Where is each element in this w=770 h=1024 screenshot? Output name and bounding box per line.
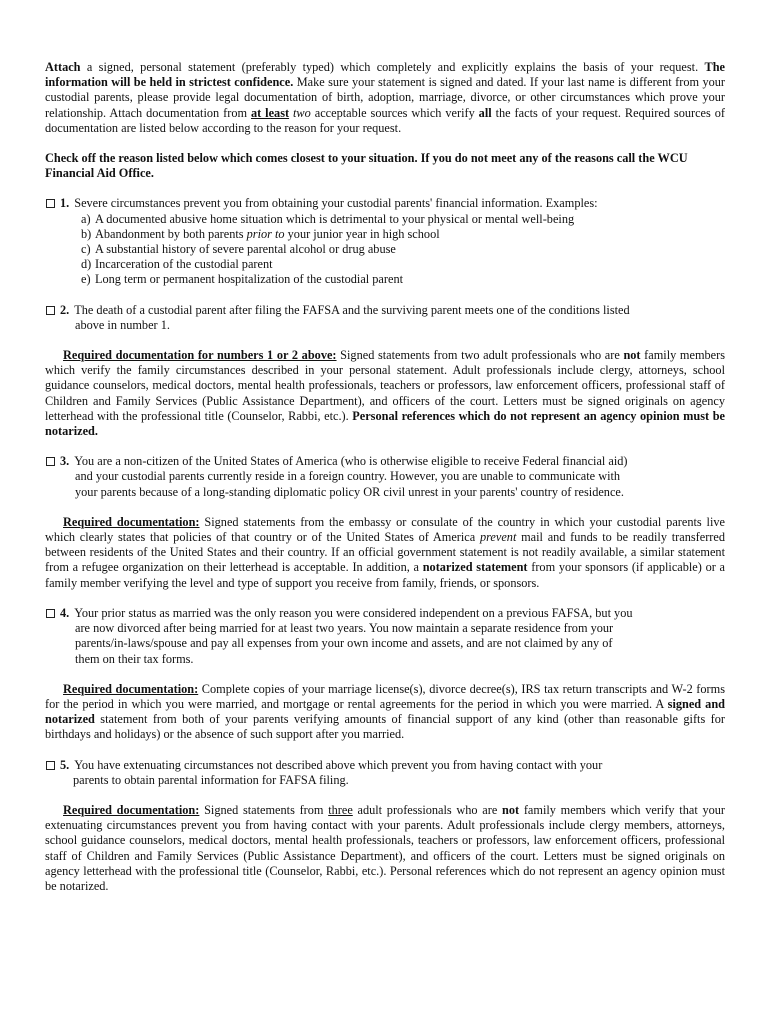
reason-3-checkbox[interactable] xyxy=(46,457,55,466)
reason-2-line-2: above in number 1. xyxy=(75,317,170,332)
required-docs-label: Required documentation for numbers 1 or 2 above: xyxy=(63,348,337,363)
required-docs-text: statement from both of your parents verifying amounts of financial support of any kind (other than reasonable gifts for birthdays and holidays) or the absence of such support after you married. xyxy=(45,712,725,742)
example-e xyxy=(45,272,725,287)
reason-3 xyxy=(45,454,725,500)
intro-text-4: the facts of your request. Required sources of documentation are listed below according to the reason for your request. xyxy=(45,105,725,135)
reason-4 xyxy=(45,606,725,667)
confidence-text: The information will be held in strictest confidence. xyxy=(45,60,726,90)
required-docs-3 xyxy=(45,515,725,591)
not-text: not xyxy=(623,348,641,363)
reason-5-line-2: parents to obtain parental information for FAFSA filing. xyxy=(73,772,349,787)
required-docs-text: Signed statements from the embassy or consulate of the country in which your custodial parents live which clearly states that policies of that country or of the United States of America xyxy=(45,514,725,545)
reason-3-line-3: your parents because of a long-standing diplomatic policy OR civil unrest in your parents' country of residence. xyxy=(75,484,624,499)
at-least-text: at least xyxy=(250,105,290,120)
reason-3-number: 3. xyxy=(60,454,70,469)
reason-3-line-1: You are a non-citizen of the United States of America (who is otherwise eligible to receive Federal financial aid) xyxy=(74,454,628,469)
three-text: three xyxy=(328,802,353,817)
prevent-text: prevent xyxy=(479,530,517,545)
required-docs-text: family members which verify the family circumstances described in your personal statement. Adult professionals include clergy, attorneys, school guidance counselors, medical doctors, mental health professionals, teachers or professors, law enforcement officers, professional staff of Children and Family Services (Public Assistance Department), and officers of the court. Letters must be signed originals on agency letterhead with the professional title (Counselor, Rabbi, etc.). xyxy=(45,348,725,423)
example-b xyxy=(45,227,725,242)
reason-5-line-1: You have extenuating circumstances not described above which prevent you from having contact with your xyxy=(74,757,603,772)
example-text: your junior year in high school xyxy=(284,226,440,241)
example-text: Long term or permanent hospitalization of the custodial parent xyxy=(95,272,404,287)
notarize-warning: Personal references which do not represent an agency opinion must be notarized. xyxy=(45,408,725,439)
example-letter: c) xyxy=(81,242,91,257)
example-italic: prior to xyxy=(246,226,285,241)
reason-5-checkbox[interactable] xyxy=(46,761,55,770)
required-docs-text: family members which verify that your extenuating circumstances prevent you from having contact with your parents. Adult professionals include clergy members, attorneys, school guidance counselors, medical doctors, mental health professionals, teachers or professors, law enforcement officers, professional staff of Children and Family Services (Public Assistance Department), and officers of the court. Letters must be signed originals on agency letterhead with the professional title (Counselor, Rabbi, etc.). Personal references which do not represent an agency opinion must be notarized. xyxy=(45,802,725,893)
example-text: A substantial history of severe parental alcohol or drug abuse xyxy=(95,242,396,257)
required-docs-text: mail and funds to be readily transferred between residents of the United States and their country. If an official government statement is not readily available, a similar statement from a refugee organization on their letterhead is acceptable. In addition, a xyxy=(45,530,725,575)
example-letter: d) xyxy=(81,257,92,272)
reason-1 xyxy=(45,196,725,287)
reason-4-line-4: them on their tax forms. xyxy=(75,651,194,666)
intro-text-2: Make sure your statement is signed and dated. If your last name is different from your custodial parents, please provide legal documentation of birth, adoption, marriage, divorce, or other circumstances which prove your relationship. Attach documentation from xyxy=(45,75,725,120)
example-a xyxy=(45,212,725,227)
reason-1-checkbox[interactable] xyxy=(46,199,55,208)
reason-4-checkbox[interactable] xyxy=(46,609,55,618)
example-letter: a) xyxy=(81,211,91,226)
reason-4-line-2: are now divorced after being married for at least two years. You now maintain a separate residence from your xyxy=(75,621,614,636)
required-docs-text: Complete copies of your marriage license(s), divorce decree(s), IRS tax return transcripts and W-2 forms for the period in which you were married, and mortgage or rental agreements for the period in which you were married. A xyxy=(45,681,725,711)
required-docs-text: Signed statements from xyxy=(199,802,329,817)
required-docs-1-2 xyxy=(45,348,725,439)
example-d xyxy=(45,257,725,272)
required-docs-text: adult professionals who are xyxy=(352,802,503,817)
example-c xyxy=(45,242,725,257)
example-text: A documented abusive home situation which is detrimental to your physical or mental well-being xyxy=(95,211,575,226)
signed-notarized-text: signed and notarized xyxy=(45,696,725,727)
reason-4-line-3: parents/in-laws/spouse and pay all expenses from your own income and assets, and are not claimed by any of xyxy=(75,636,613,651)
all-text: all xyxy=(478,105,492,120)
intro-text-3: acceptable sources which verify xyxy=(310,105,479,120)
required-docs-label: Required documentation: xyxy=(63,681,199,696)
required-docs-label: Required documentation: xyxy=(63,802,200,817)
attach-label: Attach xyxy=(45,60,81,74)
required-docs-text: Signed statements from two adult professionals who are xyxy=(336,348,624,363)
reason-4-number: 4. xyxy=(60,605,70,620)
example-text: Abandonment by both parents xyxy=(95,226,247,241)
example-letter: e) xyxy=(81,272,91,287)
reason-5 xyxy=(45,758,725,788)
notarized-statement-text: notarized statement xyxy=(422,560,528,575)
reason-2 xyxy=(45,303,725,333)
reason-1-number: 1. xyxy=(60,196,70,211)
reason-2-checkbox[interactable] xyxy=(46,306,55,315)
reason-2-line-1: The death of a custodial parent after filing the FAFSA and the surviving parent meets one of the conditions listed xyxy=(74,302,630,317)
intro-text: a signed, personal statement (preferably typed) which completely and explicitly explains the basis of your request. xyxy=(80,60,699,74)
two-text: two xyxy=(289,105,311,120)
reason-3-line-2: and your custodial parents currently reside in a foreign country. However, you are unable to communicate with xyxy=(75,469,621,484)
instructions-heading: Check off the reason listed below which comes closest to your situation. If you do not meet any of the reasons call the WCU Financial Aid Office. xyxy=(45,151,688,181)
example-text: Incarceration of the custodial parent xyxy=(95,257,273,272)
not-text: not xyxy=(502,802,520,817)
example-letter: b) xyxy=(81,226,92,241)
required-docs-5 xyxy=(45,803,725,894)
required-docs-text: from your sponsors (if applicable) or a family member verifying the level and type of support you receive from family, friends, or sponsors. xyxy=(45,560,726,590)
reason-2-number: 2. xyxy=(60,302,70,317)
reason-1-text: Severe circumstances prevent you from obtaining your custodial parents' financial information. Examples: xyxy=(74,196,598,211)
required-docs-label: Required documentation: xyxy=(63,514,200,529)
reason-4-line-1: Your prior status as married was the only reason you were considered independent on a previous FAFSA, but you xyxy=(74,605,633,620)
reason-5-number: 5. xyxy=(60,757,70,772)
intro-paragraph xyxy=(45,60,725,136)
required-docs-4 xyxy=(45,682,725,743)
